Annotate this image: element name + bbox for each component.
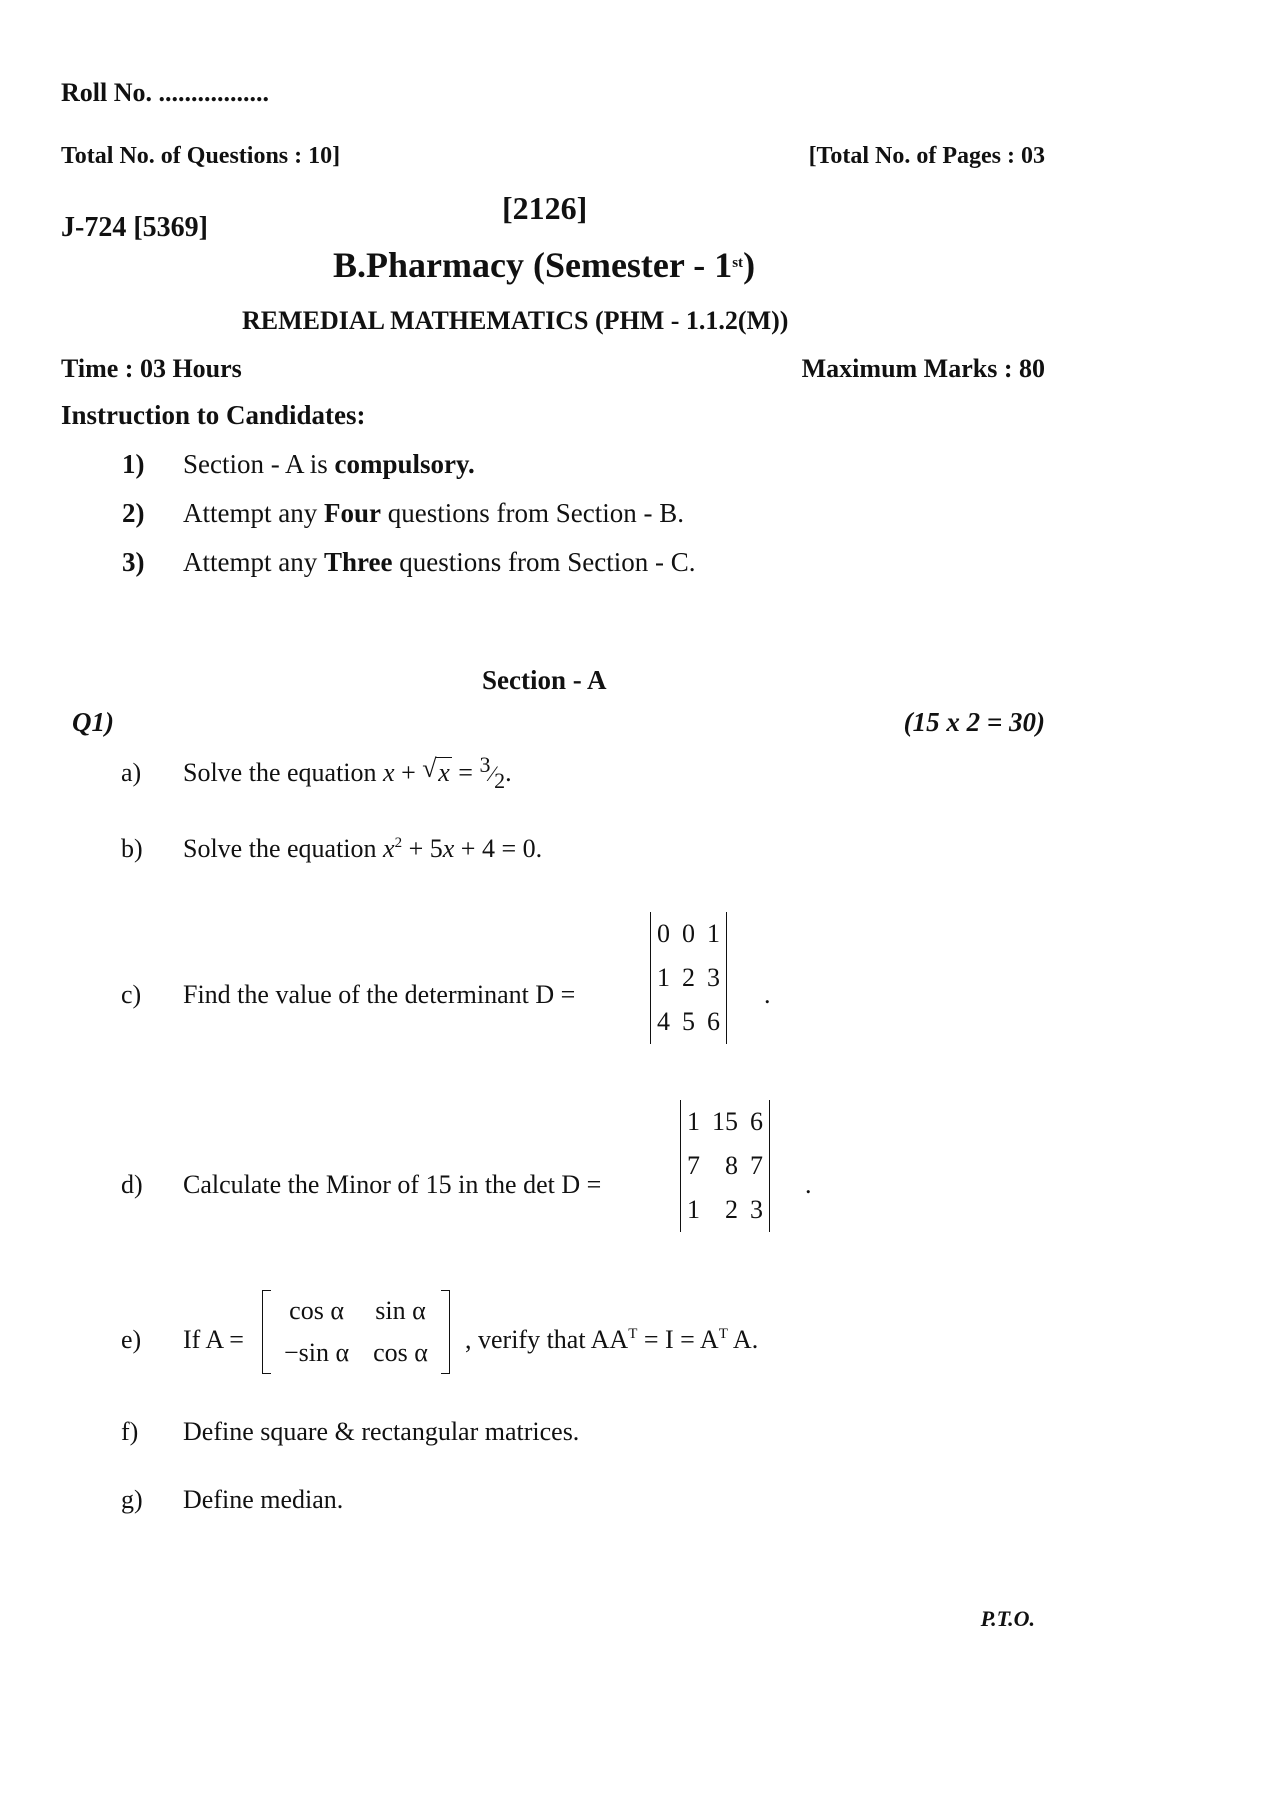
subject-title: REMEDIAL MATHEMATICS (PHM - 1.1.2(M)) <box>242 306 789 335</box>
right-bracket <box>441 1290 450 1374</box>
please-turn-over: P.T.O. <box>980 1606 1035 1631</box>
equation-a: x + √ x = 3⁄2. <box>383 752 512 793</box>
instructions-heading: Instruction to Candidates: <box>61 400 366 430</box>
question-f: f) Define square & rectangular matrices. <box>121 1417 580 1446</box>
total-pages: [Total No. of Pages : 03 <box>808 143 1045 169</box>
period: . <box>764 980 771 1009</box>
instruction-item: 2) Attempt any Four questions from Section - B. <box>122 498 684 528</box>
paper-code: J-724 [5369] <box>61 212 208 243</box>
left-bracket <box>262 1290 271 1374</box>
matrix-a: cos α sin α −sin α cos α <box>262 1290 450 1374</box>
exam-time: Time : 03 Hours <box>61 354 242 383</box>
roll-number-field: Roll No. ................. <box>61 78 269 107</box>
question-a: a) Solve the equation x + √ x = 3⁄2. <box>121 752 512 793</box>
maximum-marks: Maximum Marks : 80 <box>801 354 1045 383</box>
question-g: g) Define median. <box>121 1485 344 1514</box>
determinant-d: 1 15 6 7 8 7 1 2 3 <box>680 1100 770 1232</box>
question-c: c) Find the value of the determinant D = <box>121 980 576 1009</box>
question-e-verify: , verify that $AA^T = I = A^T$ A. <box>465 1325 759 1354</box>
question-marks: (15 x 2 = 30) <box>903 707 1045 737</box>
period: . <box>805 1170 812 1199</box>
section-a-title: Section - A <box>482 665 607 695</box>
question-e: e) If A = <box>121 1325 244 1354</box>
determinant-c: 0 0 1 1 2 3 4 5 6 <box>650 912 727 1044</box>
question-b: b) Solve the equation $x^2 + 5x + 4 = 0$. <box>121 834 543 863</box>
total-questions: Total No. of Questions : 10] <box>61 143 341 169</box>
instruction-item: 1) Section - A is compulsory. <box>122 449 475 479</box>
question-number: Q1) <box>72 707 114 737</box>
instruction-item: 3) Attempt any Three questions from Section - C. <box>122 547 696 577</box>
question-d: d) Calculate the Minor of 15 in the det D = <box>121 1170 602 1199</box>
paper-number: [2126] <box>502 190 588 226</box>
equation-b: $x^2 + 5x + 4 = 0$. <box>383 834 543 863</box>
course-title: B.Pharmacy (Semester - 1st) <box>333 245 756 285</box>
